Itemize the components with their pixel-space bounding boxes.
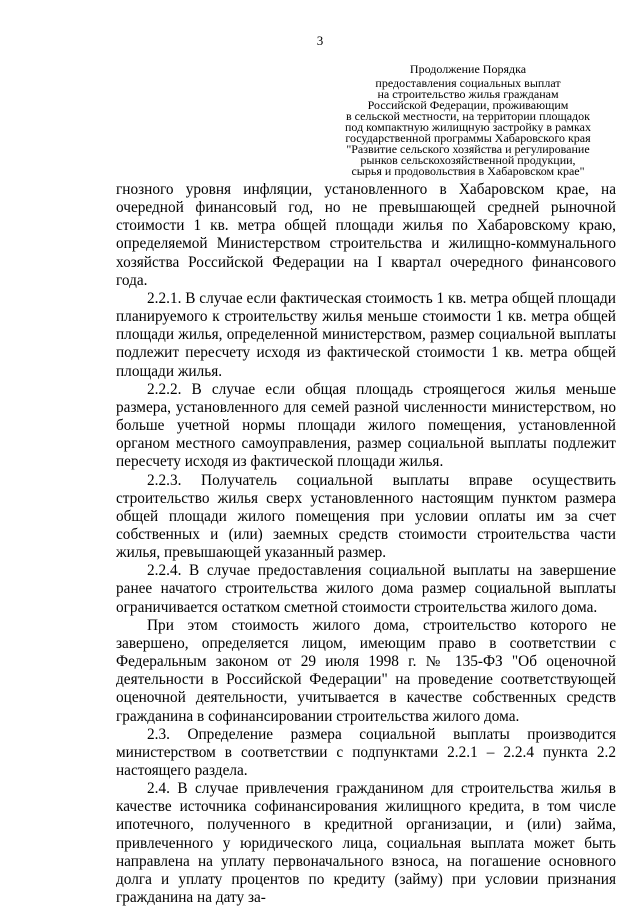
- header-line: государственной программы Хабаровского края: [345, 131, 591, 145]
- header-line: рынков сельскохозяйственной продукции,: [360, 153, 576, 167]
- header-line: Российской Федерации, проживающим: [367, 98, 569, 112]
- paragraph-2-4: 2.4. В случае привлечения гражданином для строительства жилья в качестве источника софинансирования жилищного кредита, в том числе ипотечного, полученного в кредитной организации, и (или) займа, привлеченного у юридического лица, социальная выплата может быть направлена на уплату первоначального взноса, на погашение основного долга и уплату процентов по кредиту (займу) при условии признания гражданина на дату за-: [116, 780, 616, 907]
- paragraph-2-2-1: 2.2.1. В случае если фактическая стоимость 1 кв. метра общей площади планируемого к строительству жилья меньше стоимости 1 кв. метра общей площади жилья, определенной министерством, размер социальной выплаты подлежит пересчету исходя из фактической стоимости 1 кв. метра общей площади жилья.: [116, 289, 616, 380]
- header-line: под компактную жилищную застройку в рамках: [345, 120, 591, 134]
- paragraph-house-valuation: При этом стоимость жилого дома, строительство которого не завершено, определяется лицом, имеющим право в соответствии с Федеральным законом от 29 июля 1998 г. № 135-ФЗ "Об оценочной деятельности в Российской Федерации" на проведение соответствующей оценочной деятельности, учитывается в качестве собственных средств гражданина в софинансировании строительства жилого дома.: [116, 616, 616, 725]
- header-line: на строительство жилья гражданам: [377, 87, 559, 101]
- header-title: Продолжение Порядка: [409, 62, 527, 76]
- header-line: в сельской местности, на территории площадок: [346, 109, 590, 123]
- paragraph-2-2-4: 2.2.4. В случае предоставления социальной выплаты на завершение ранее начатого строительства жилого дома размер социальной выплаты ограничивается остатком сметной стоимости строительства жилого дома.: [116, 562, 616, 616]
- paragraph-2-3: 2.3. Определение размера социальной выплаты производится министерством в соответствии с подпунктами 2.2.1 – 2.2.4 пункта 2.2 настоящего раздела.: [116, 725, 616, 779]
- header-line: "Развитие сельского хозяйства и регулирование: [346, 142, 590, 156]
- document-header: [330, 64, 606, 177]
- paragraph-2-2-3: 2.2.3. Получатель социальной выплаты вправе осуществить строительство жилья сверх установленного настоящим пунктом размера общей площади жилого помещения при условии оплаты им за счет собственных и (или) заемных средств стоимости строительства части жилья, превышающей указанный размер.: [116, 471, 616, 562]
- document-body: [116, 181, 616, 907]
- page-number: 3: [316, 33, 324, 48]
- header-line: предоставления социальных выплат: [375, 76, 561, 90]
- paragraph-continuation: гнозного уровня инфляции, установленного в Хабаровском крае, на очередной финансовый год, но не превышающей средней рыночной стоимости 1 кв. метра общей площади жилья по Хабаровскому краю, определяемой Министерством строительства и жилищно-коммунального хозяйства Российской Федерации на I квартал очередного финансового года.: [116, 181, 616, 289]
- paragraph-2-2-2: 2.2.2. В случае если общая площадь строящегося жилья меньше размера, установленного для семей разной численности министерством, но больше учетной нормы площади жилого помещения, установленной органом местного самоуправления, размер социальной выплаты подлежит пересчету исходя из фактической площади жилья.: [116, 380, 616, 471]
- header-line: сырья и продовольствия в Хабаровском крае": [351, 164, 585, 178]
